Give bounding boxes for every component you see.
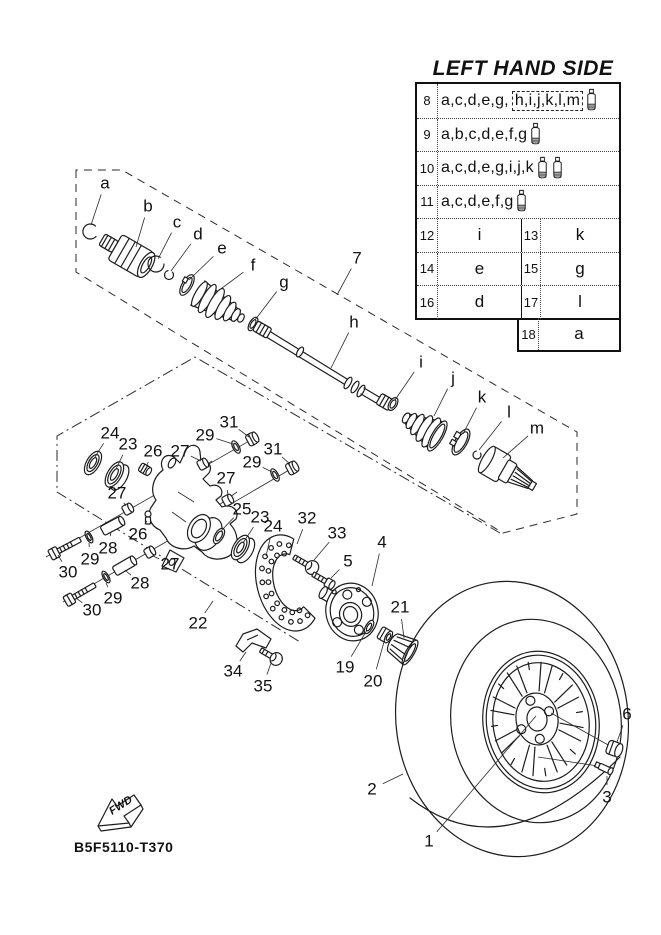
wheel-spoke (529, 747, 539, 776)
wheel-spoke (535, 662, 545, 691)
callout-n34: 34 (223, 661, 243, 681)
leader-line-n26 (147, 462, 148, 465)
plug-26-upper (138, 463, 153, 477)
row-letter: g (575, 258, 585, 278)
wheel (378, 566, 646, 872)
row-number: 15 (521, 253, 541, 286)
leader-line-g (255, 292, 277, 320)
letters-text: a,c,d,e,g,i,j,k (441, 159, 534, 177)
row-number: 18 (519, 318, 539, 350)
callout-n29: 29 (195, 425, 215, 445)
callout-l: l (507, 402, 511, 422)
leader-line-a (91, 194, 101, 225)
callout-f: f (250, 255, 256, 275)
rim-tick (545, 768, 546, 775)
callout-j: j (451, 368, 455, 388)
callout-n25: 25 (232, 499, 252, 519)
row-letter: l (578, 292, 582, 312)
drawing-code: B5F5110-T370 (74, 839, 174, 855)
callout-n4: 4 (377, 532, 387, 552)
callout-e: e (217, 238, 227, 258)
callout-n24b: 24 (263, 516, 283, 536)
callout-n26b: 26 (128, 524, 148, 544)
leader-line-f (214, 272, 243, 294)
row-letter: a (574, 324, 584, 343)
leader-line-n4 (372, 554, 379, 586)
disc-guard (245, 531, 317, 638)
callout-n33: 33 (327, 523, 347, 543)
callout-n2: 2 (367, 779, 377, 799)
row-letter: k (575, 225, 585, 245)
nut-31-stud2 (285, 460, 301, 476)
callout-n31: 31 (219, 412, 239, 432)
callout-n27d: 27 (160, 554, 180, 574)
callout-n24: 24 (100, 423, 120, 443)
callout-n23: 23 (118, 434, 138, 454)
leader-line-n33 (314, 542, 329, 560)
row-number: 12 (417, 219, 438, 252)
row-number: 16 (417, 286, 438, 319)
callout-n30: 30 (58, 562, 78, 582)
wheel-spoke (518, 745, 533, 772)
nut-27-left (121, 502, 135, 516)
callout-n7: 7 (352, 248, 362, 268)
callout-n29b: 29 (242, 452, 262, 472)
svg-text:FWD: FWD (107, 793, 135, 818)
lug-nut-6 (605, 740, 624, 758)
row-number: 8 (417, 84, 438, 118)
letters-text: a,b,c,d,e,f,g (441, 125, 528, 143)
leader-line-n35 (267, 663, 271, 675)
callout-n29c: 29 (80, 549, 100, 569)
wheel-spoke (500, 736, 522, 753)
leader-line-n31b (282, 457, 290, 464)
callout-n5: 5 (343, 551, 353, 571)
rim-tick (510, 758, 515, 764)
leader-line-e (189, 256, 213, 280)
callout-n35: 35 (253, 676, 273, 696)
part-e-boot-band (176, 272, 197, 297)
part-k-boot-clamp (446, 425, 473, 458)
rim-tick (559, 674, 564, 680)
row-number: 14 (417, 253, 438, 286)
leader-line-n34 (240, 652, 246, 661)
callout-n20: 20 (363, 671, 383, 691)
part-d-clip (165, 271, 174, 280)
callout-n27b: 27 (216, 468, 236, 488)
washer-29-upper (83, 530, 94, 544)
leader-line-d (171, 244, 191, 271)
callout-n27: 27 (170, 441, 190, 461)
rim-tick (576, 712, 582, 713)
callout-n19: 19 (335, 657, 355, 677)
wheel-spoke (553, 685, 575, 702)
callout-h: h (349, 312, 359, 332)
part-l-circlip (473, 451, 481, 459)
wheel-spoke (491, 707, 514, 718)
wheel-spoke (559, 727, 581, 744)
callout-n32: 32 (297, 508, 317, 528)
leader-line-n32 (297, 529, 303, 544)
row-letter: i (477, 225, 482, 245)
part-b-inner-joint (95, 227, 159, 281)
leader-line-m (503, 436, 528, 458)
row-letter: d (474, 292, 485, 312)
row-letter: e (474, 258, 485, 278)
boxed-letters: h,i,j,k,l,m (512, 91, 583, 111)
callout-i: i (419, 352, 423, 372)
part-j-cv-boot (395, 402, 451, 454)
leader-line-n6 (617, 725, 623, 742)
leader-line-n30b (76, 598, 82, 603)
callout-n28: 28 (98, 538, 118, 558)
leader-line-h (331, 333, 349, 368)
part-f-cv-boot (188, 278, 252, 334)
row-number: 10 (417, 152, 438, 185)
fwd-arrow-icon (98, 794, 143, 831)
leader-line-c (158, 233, 172, 259)
nut-31-stud1 (245, 431, 261, 447)
page-title: LEFT HAND SIDE (432, 57, 614, 80)
callout-n31b: 31 (263, 439, 283, 459)
seal-24-left (81, 448, 105, 477)
leader-line-l (479, 421, 502, 450)
callout-n22: 22 (188, 613, 208, 633)
callout-n23b: 23 (250, 507, 270, 527)
leader-line-n29 (216, 439, 233, 444)
callout-g: g (279, 272, 289, 292)
callout-b: b (143, 196, 153, 216)
leader-line-b (136, 218, 145, 247)
part-a-circlip (83, 224, 96, 239)
callout-a: a (100, 173, 110, 193)
leader-line-n7 (337, 269, 351, 295)
valve-stem-3 (594, 761, 614, 775)
letters-text: a,c,d,e,f,g (441, 192, 514, 210)
leader-line-n27d (153, 556, 159, 559)
callout-n6: 6 (622, 704, 632, 724)
leader-line-n2 (383, 774, 403, 784)
callout-n21: 21 (390, 597, 410, 617)
leader-line-i (395, 372, 414, 400)
leader-line-n20 (376, 642, 384, 669)
leader-line-n31 (239, 429, 249, 437)
washer-29-lower (100, 570, 111, 584)
row-number: 9 (417, 119, 438, 152)
knuckle-body (149, 441, 237, 572)
washer-29-stud1 (230, 439, 242, 454)
rim-tick (492, 725, 498, 726)
callout-c: c (172, 212, 182, 232)
bolt-30-upper (48, 535, 83, 561)
callout-n30b: 30 (82, 600, 102, 620)
rim-tick (570, 749, 575, 755)
callout-n28b: 28 (130, 573, 150, 593)
row-number: 11 (417, 186, 438, 219)
leader-line-n29d (106, 583, 108, 587)
callout-n1: 1 (424, 831, 434, 851)
callout-k: k (477, 387, 487, 407)
wheel-spoke (494, 730, 517, 741)
leader-line-n5 (331, 569, 340, 578)
row-number: 13 (521, 219, 541, 252)
callout-d: d (193, 224, 203, 244)
leader-line-k (463, 408, 477, 434)
callout-m: m (529, 418, 545, 438)
callout-n29d: 29 (103, 588, 123, 608)
wheel-spoke (541, 666, 556, 693)
leader-line-n22 (205, 601, 213, 613)
part-h-drive-shaft (253, 321, 394, 411)
callout-n3: 3 (602, 787, 612, 807)
row-number: 17 (521, 286, 541, 319)
callout-n26: 26 (143, 441, 163, 461)
wheel-spoke (557, 697, 580, 708)
leader-line-j (434, 389, 448, 416)
bracket-34 (236, 629, 271, 652)
letters-text: a,c,d,e,g, (441, 91, 509, 109)
callout-n27c: 27 (107, 483, 127, 503)
